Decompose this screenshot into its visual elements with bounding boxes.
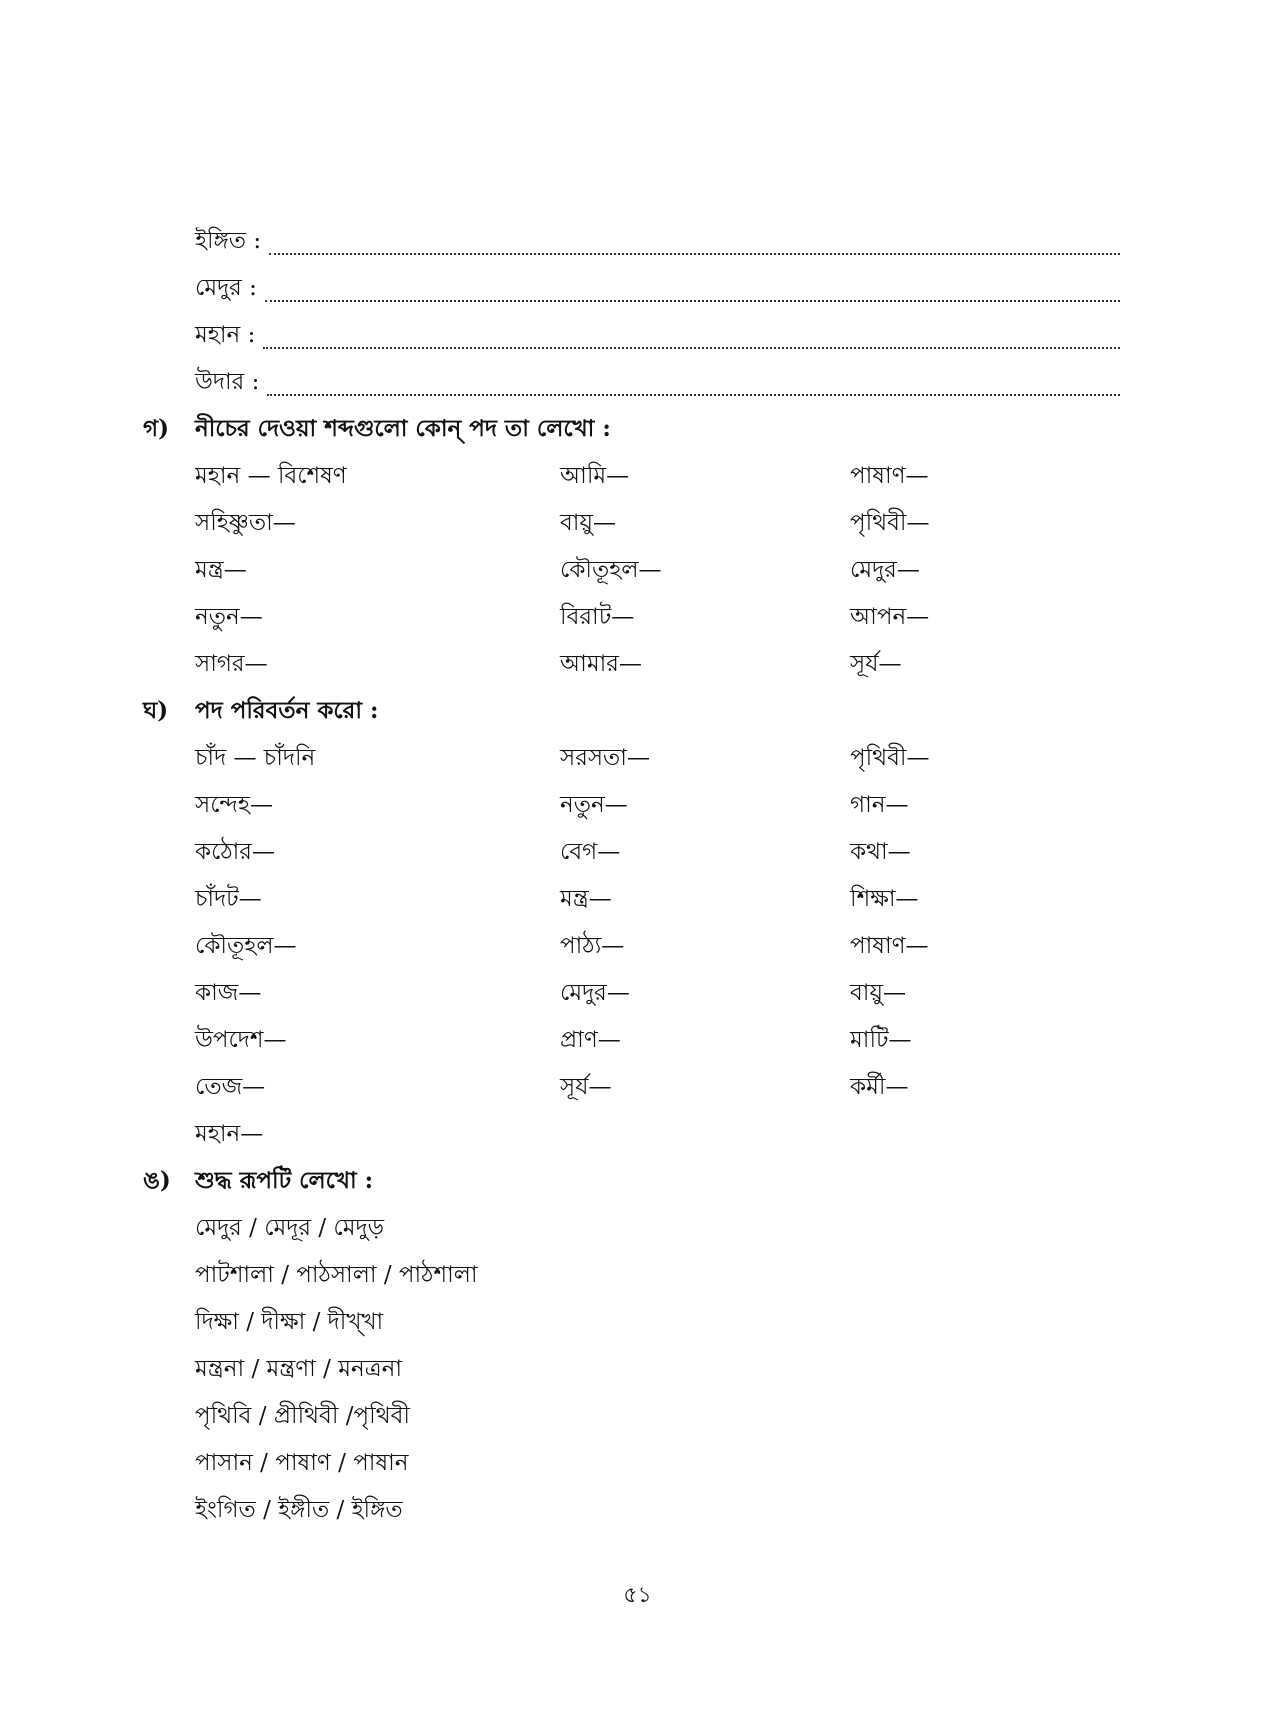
dotted-answer-line	[267, 394, 1120, 396]
word-cell: আপন—	[850, 604, 930, 630]
dotted-answer-line	[263, 347, 1120, 349]
word-cell: আমি—	[560, 463, 630, 489]
question-title-umo: শুদ্ধ রূপটি লেখো :	[195, 1167, 374, 1194]
dotted-answer-line	[265, 300, 1120, 302]
list-item: পৃথিবি / প্রীথিবী /পৃথিবী	[195, 1403, 410, 1429]
table-row	[195, 1115, 1095, 1162]
dotted-answer-line	[269, 253, 1120, 255]
word-cell: সরসতা—	[560, 745, 650, 771]
word-cell: মেদুর—	[560, 980, 630, 1006]
word-cell: মাটি—	[850, 1027, 912, 1053]
word-cell: পৃথিবী—	[850, 510, 930, 536]
table-row	[195, 833, 1095, 880]
spelling-options-list	[195, 1209, 478, 1538]
word-grid-ga	[195, 457, 1095, 692]
table-row	[195, 786, 1095, 833]
word-cell: কর্মী—	[850, 1074, 909, 1100]
word-cell: মহান—	[195, 1121, 264, 1147]
fill-line-medur	[195, 269, 1120, 308]
word-cell: মন্ত্র—	[195, 557, 247, 583]
table-row	[195, 974, 1095, 1021]
word-cell: সূর্য—	[560, 1074, 612, 1100]
table-row	[195, 739, 1095, 786]
table-row	[195, 457, 1095, 504]
list-item: মন্ত্রনা / মন্ত্রণা / মনত্রনা	[195, 1356, 402, 1382]
table-row	[195, 598, 1095, 645]
word-cell: সন্দেহ—	[195, 792, 273, 818]
word-cell: শিক্ষা—	[850, 886, 919, 912]
list-item: মেদুর / মেদূর / মেদুড়	[195, 1215, 385, 1241]
word-cell: কথা—	[850, 839, 911, 865]
word-cell: পাষাণ—	[850, 933, 929, 959]
word-cell: প্রাণ—	[560, 1027, 621, 1053]
table-row	[195, 504, 1095, 551]
word-cell: গান—	[850, 792, 909, 818]
list-item: দিক্ষা / দীক্ষা / দীখ্‌খা	[195, 1309, 384, 1335]
table-row	[195, 880, 1095, 927]
fill-line-ingit	[195, 222, 1120, 261]
word-cell: কৌতূহল—	[560, 557, 662, 583]
word-cell: নতুন—	[195, 604, 263, 630]
word-cell: নতুন—	[560, 792, 628, 818]
table-row	[195, 645, 1095, 692]
word-cell: মন্ত্র—	[560, 886, 612, 912]
question-number-gha: ঘ)	[143, 697, 169, 724]
list-item: পাটশালা / পাঠসালা / পাঠশালা	[195, 1262, 478, 1288]
table-row	[195, 1068, 1095, 1115]
word-cell: তেজ—	[195, 1074, 266, 1100]
word-cell: সূর্য—	[850, 651, 902, 677]
word-cell: সহিষ্ণুতা—	[195, 510, 296, 536]
fill-label: উদার :	[195, 369, 260, 395]
list-item: ইংগিত / ইঙ্গীত / ইঙ্গিত	[195, 1497, 403, 1523]
question-number-umo: ঙ)	[143, 1167, 171, 1194]
word-cell: আমার—	[560, 651, 642, 677]
word-cell: পৃথিবী—	[850, 745, 930, 771]
question-title-ga: নীচের দেওয়া শব্দগুলো কোন্ পদ তা লেখো :	[195, 415, 611, 442]
fill-label: মেদুর :	[195, 275, 257, 301]
word-cell: চাঁদ — চাঁদনি	[195, 745, 316, 771]
word-cell: চাঁদট—	[195, 886, 262, 912]
word-cell: কাজ—	[195, 980, 262, 1006]
word-grid-gha	[195, 739, 1095, 1162]
word-cell: উপদেশ—	[195, 1027, 287, 1053]
word-cell: কৌতূহল—	[195, 933, 297, 959]
fill-line-mahan	[195, 316, 1120, 355]
page-number: ৫১	[623, 1583, 652, 1608]
word-cell: বায়ু—	[850, 980, 907, 1006]
table-row	[195, 551, 1095, 598]
question-title-gha: পদ পরিবর্তন করো :	[195, 697, 379, 724]
question-number-ga: গ)	[143, 415, 169, 442]
table-row	[195, 927, 1095, 974]
word-cell: বেগ—	[560, 839, 621, 865]
fill-line-udar	[195, 363, 1120, 402]
word-cell: সাগর—	[195, 651, 268, 677]
table-row	[195, 1021, 1095, 1068]
word-cell: পাঠ্য—	[560, 933, 625, 959]
fill-label: ইঙ্গিত :	[195, 228, 262, 254]
list-item: পাসান / পাষাণ / পাষান	[195, 1450, 409, 1476]
word-cell: পাষাণ—	[850, 463, 929, 489]
word-cell: বায়ু—	[560, 510, 617, 536]
word-cell: বিরাট—	[560, 604, 635, 630]
word-cell: মেদুর—	[850, 557, 920, 583]
word-cell: মহান — বিশেষণ	[195, 463, 347, 489]
word-cell: কঠোর—	[195, 839, 275, 865]
fill-label: মহান :	[195, 322, 256, 348]
